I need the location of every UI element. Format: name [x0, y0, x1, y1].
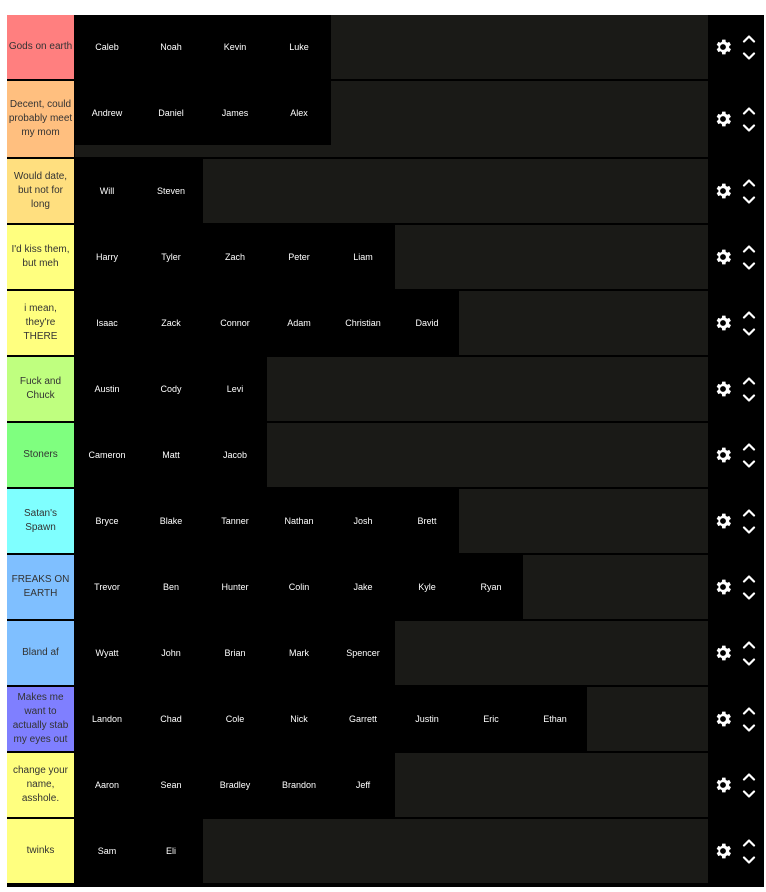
- tier-row: [7, 291, 764, 355]
- tier-settings-button[interactable]: [712, 642, 734, 664]
- tier-item[interactable]: Garrett: [331, 687, 395, 751]
- chevron-up-icon: [742, 376, 756, 385]
- tier-item[interactable]: Kevin: [203, 15, 267, 79]
- tier-item[interactable]: Bryce: [75, 489, 139, 553]
- tier-items-dropzone[interactable]: [75, 81, 708, 157]
- move-tier-up-button[interactable]: [741, 506, 757, 518]
- chevron-up-icon: [742, 574, 756, 583]
- chevron-up-icon: [742, 34, 756, 43]
- move-tier-down-button[interactable]: [741, 788, 757, 800]
- tier-items-dropzone[interactable]: [75, 489, 708, 553]
- tier-items-dropzone[interactable]: [75, 423, 708, 487]
- tier-item[interactable]: James: [203, 81, 267, 145]
- tier-move-controls: [741, 308, 757, 338]
- chevron-down-icon: [742, 394, 756, 403]
- gear-icon: [713, 841, 733, 861]
- chevron-up-icon: [742, 772, 756, 781]
- tier-settings-button[interactable]: [712, 840, 734, 862]
- tier-settings-button[interactable]: [712, 774, 734, 796]
- move-tier-down-button[interactable]: [741, 326, 757, 338]
- move-tier-down-button[interactable]: [741, 722, 757, 734]
- tier-item[interactable]: Tyler: [139, 225, 203, 289]
- tier-row: [7, 819, 764, 883]
- chevron-up-icon: [742, 310, 756, 319]
- tier-row: [7, 555, 764, 619]
- tier-row: [7, 81, 764, 157]
- move-tier-up-button[interactable]: [741, 374, 757, 386]
- move-tier-up-button[interactable]: [741, 308, 757, 320]
- tier-item[interactable]: Nathan: [267, 489, 331, 553]
- tier-label[interactable]: Stoners: [7, 423, 74, 487]
- move-tier-up-button[interactable]: [741, 242, 757, 254]
- chevron-down-icon: [742, 724, 756, 733]
- tier-row: [7, 489, 764, 553]
- tier-item[interactable]: Wyatt: [75, 621, 139, 685]
- tier-item[interactable]: Peter: [267, 225, 331, 289]
- tier-row: [7, 15, 764, 79]
- chevron-down-icon: [742, 658, 756, 667]
- chevron-up-icon: [742, 442, 756, 451]
- tier-item[interactable]: Will: [75, 159, 139, 223]
- chevron-down-icon: [742, 856, 756, 865]
- tier-controls: [708, 159, 764, 223]
- move-tier-down-button[interactable]: [741, 392, 757, 404]
- tier-item[interactable]: Connor: [203, 291, 267, 355]
- tier-item[interactable]: Hunter: [203, 555, 267, 619]
- tier-item[interactable]: Brandon: [267, 753, 331, 817]
- tier-item[interactable]: Ethan: [523, 687, 587, 751]
- tier-list: [7, 15, 764, 887]
- tier-controls: [708, 753, 764, 817]
- tier-item[interactable]: Matt: [139, 423, 203, 487]
- tier-settings-button[interactable]: [712, 36, 734, 58]
- tier-row: [7, 159, 764, 223]
- tier-label[interactable]: FREAKS ON EARTH: [7, 555, 74, 619]
- tier-controls: [708, 423, 764, 487]
- tier-settings-button[interactable]: [712, 180, 734, 202]
- tier-item[interactable]: Ryan: [459, 555, 523, 619]
- tier-row: [7, 621, 764, 685]
- chevron-down-icon: [742, 592, 756, 601]
- chevron-down-icon: [742, 526, 756, 535]
- tier-item[interactable]: Austin: [75, 357, 139, 421]
- chevron-up-icon: [742, 106, 756, 115]
- tier-item[interactable]: Chad: [139, 687, 203, 751]
- tier-settings-button[interactable]: [712, 708, 734, 730]
- tier-items-dropzone[interactable]: [75, 555, 708, 619]
- tier-item[interactable]: Jake: [331, 555, 395, 619]
- tier-controls: [708, 81, 764, 157]
- gear-icon: [713, 247, 733, 267]
- tier-move-controls: [741, 572, 757, 602]
- gear-icon: [713, 313, 733, 333]
- tier-item[interactable]: Brett: [395, 489, 459, 553]
- chevron-down-icon: [742, 196, 756, 205]
- gear-icon: [713, 109, 733, 129]
- tier-settings-button[interactable]: [712, 444, 734, 466]
- move-tier-up-button[interactable]: [741, 836, 757, 848]
- tier-controls: [708, 687, 764, 751]
- chevron-down-icon: [742, 460, 756, 469]
- tier-item[interactable]: Spencer: [331, 621, 395, 685]
- tier-move-controls: [741, 638, 757, 668]
- tier-move-controls: [741, 104, 757, 134]
- tier-items-dropzone[interactable]: [75, 225, 708, 289]
- move-tier-up-button[interactable]: [741, 104, 757, 116]
- chevron-up-icon: [742, 640, 756, 649]
- tier-item[interactable]: Bradley: [203, 753, 267, 817]
- tier-items-dropzone[interactable]: [75, 159, 708, 223]
- tier-items-dropzone[interactable]: [75, 291, 708, 355]
- tier-items-dropzone[interactable]: [75, 819, 708, 883]
- tier-item[interactable]: Jeff: [331, 753, 395, 817]
- tier-label[interactable]: Satan's Spawn: [7, 489, 74, 553]
- tier-row: [7, 753, 764, 817]
- tier-label[interactable]: I'd kiss them, but meh: [7, 225, 74, 289]
- tier-controls: [708, 621, 764, 685]
- tier-item[interactable]: Cole: [203, 687, 267, 751]
- gear-icon: [713, 445, 733, 465]
- tier-label[interactable]: change your name, asshole.: [7, 753, 74, 817]
- tier-items-dropzone[interactable]: [75, 15, 708, 79]
- tier-items-dropzone[interactable]: [75, 357, 708, 421]
- tier-item[interactable]: Adam: [267, 291, 331, 355]
- tier-item[interactable]: Christian: [331, 291, 395, 355]
- tier-item[interactable]: Levi: [203, 357, 267, 421]
- chevron-up-icon: [742, 706, 756, 715]
- tier-label[interactable]: Makes me want to actually stab my eyes out: [7, 687, 74, 751]
- tier-move-controls: [741, 242, 757, 272]
- tier-controls: [708, 291, 764, 355]
- move-tier-up-button[interactable]: [741, 572, 757, 584]
- tier-item[interactable]: David: [395, 291, 459, 355]
- tier-item[interactable]: Brian: [203, 621, 267, 685]
- tier-items-dropzone[interactable]: [75, 753, 708, 817]
- tier-controls: [708, 225, 764, 289]
- tier-item[interactable]: Noah: [139, 15, 203, 79]
- tier-controls: [708, 15, 764, 79]
- tier-move-controls: [741, 176, 757, 206]
- tier-move-controls: [741, 836, 757, 866]
- move-tier-down-button[interactable]: [741, 260, 757, 272]
- gear-icon: [713, 577, 733, 597]
- tier-item[interactable]: Eli: [139, 819, 203, 883]
- tier-item[interactable]: Trevor: [75, 555, 139, 619]
- tier-item[interactable]: Caleb: [75, 15, 139, 79]
- tier-item[interactable]: Jacob: [203, 423, 267, 487]
- tier-move-controls: [741, 704, 757, 734]
- tier-move-controls: [741, 374, 757, 404]
- tier-label[interactable]: i mean, they're THERE: [7, 291, 74, 355]
- tier-item[interactable]: Andrew: [75, 81, 139, 145]
- gear-icon: [713, 37, 733, 57]
- tier-label[interactable]: Decent, could probably meet my mom: [7, 81, 74, 157]
- move-tier-down-button[interactable]: [741, 50, 757, 62]
- tier-item[interactable]: Ben: [139, 555, 203, 619]
- tier-item[interactable]: Zack: [139, 291, 203, 355]
- tier-item[interactable]: Colin: [267, 555, 331, 619]
- move-tier-down-button[interactable]: [741, 590, 757, 602]
- tier-item[interactable]: Cody: [139, 357, 203, 421]
- move-tier-up-button[interactable]: [741, 440, 757, 452]
- tier-controls: [708, 555, 764, 619]
- chevron-down-icon: [742, 262, 756, 271]
- tier-move-controls: [741, 32, 757, 62]
- chevron-up-icon: [742, 178, 756, 187]
- chevron-down-icon: [742, 790, 756, 799]
- tier-settings-button[interactable]: [712, 510, 734, 532]
- tier-controls: [708, 819, 764, 883]
- tier-items-dropzone[interactable]: [75, 621, 708, 685]
- tier-item[interactable]: Zach: [203, 225, 267, 289]
- tier-controls: [708, 489, 764, 553]
- move-tier-up-button[interactable]: [741, 770, 757, 782]
- move-tier-down-button[interactable]: [741, 194, 757, 206]
- tier-item[interactable]: Daniel: [139, 81, 203, 145]
- tier-move-controls: [741, 440, 757, 470]
- chevron-down-icon: [742, 328, 756, 337]
- tier-item[interactable]: Mark: [267, 621, 331, 685]
- tier-row: [7, 687, 764, 751]
- tier-item[interactable]: Alex: [267, 81, 331, 145]
- move-tier-up-button[interactable]: [741, 638, 757, 650]
- gear-icon: [713, 511, 733, 531]
- tier-item[interactable]: Aaron: [75, 753, 139, 817]
- move-tier-down-button[interactable]: [741, 458, 757, 470]
- tier-controls: [708, 357, 764, 421]
- chevron-up-icon: [742, 838, 756, 847]
- tier-item[interactable]: Steven: [139, 159, 203, 223]
- gear-icon: [713, 775, 733, 795]
- tier-settings-button[interactable]: [712, 312, 734, 334]
- chevron-down-icon: [742, 52, 756, 61]
- tier-label[interactable]: twinks: [7, 819, 74, 883]
- tier-item[interactable]: Sean: [139, 753, 203, 817]
- tier-label[interactable]: Gods on earth: [7, 15, 74, 79]
- tier-item[interactable]: Josh: [331, 489, 395, 553]
- tier-settings-button[interactable]: [712, 108, 734, 130]
- tier-item[interactable]: Cameron: [75, 423, 139, 487]
- move-tier-down-button[interactable]: [741, 854, 757, 866]
- tier-item[interactable]: Landon: [75, 687, 139, 751]
- gear-icon: [713, 643, 733, 663]
- tier-label[interactable]: Fuck and Chuck: [7, 357, 74, 421]
- move-tier-up-button[interactable]: [741, 176, 757, 188]
- tier-item[interactable]: Sam: [75, 819, 139, 883]
- gear-icon: [713, 379, 733, 399]
- tier-item[interactable]: Kyle: [395, 555, 459, 619]
- gear-icon: [713, 181, 733, 201]
- tier-item[interactable]: Blake: [139, 489, 203, 553]
- tier-items-dropzone[interactable]: [75, 687, 708, 751]
- tier-item[interactable]: Justin: [395, 687, 459, 751]
- tier-move-controls: [741, 506, 757, 536]
- tier-item[interactable]: Isaac: [75, 291, 139, 355]
- tier-item[interactable]: Eric: [459, 687, 523, 751]
- tier-label[interactable]: Bland af: [7, 621, 74, 685]
- tier-item[interactable]: Tanner: [203, 489, 267, 553]
- tier-move-controls: [741, 770, 757, 800]
- tier-item[interactable]: Luke: [267, 15, 331, 79]
- chevron-up-icon: [742, 244, 756, 253]
- tier-row: [7, 357, 764, 421]
- move-tier-up-button[interactable]: [741, 32, 757, 44]
- move-tier-up-button[interactable]: [741, 704, 757, 716]
- tier-item[interactable]: Harry: [75, 225, 139, 289]
- tier-row: [7, 423, 764, 487]
- tier-item[interactable]: Nick: [267, 687, 331, 751]
- move-tier-down-button[interactable]: [741, 122, 757, 134]
- chevron-up-icon: [742, 508, 756, 517]
- tier-settings-button[interactable]: [712, 378, 734, 400]
- gear-icon: [713, 709, 733, 729]
- tier-settings-button[interactable]: [712, 246, 734, 268]
- tier-row: [7, 225, 764, 289]
- tier-item[interactable]: John: [139, 621, 203, 685]
- move-tier-down-button[interactable]: [741, 524, 757, 536]
- tier-settings-button[interactable]: [712, 576, 734, 598]
- move-tier-down-button[interactable]: [741, 656, 757, 668]
- tier-item[interactable]: Liam: [331, 225, 395, 289]
- tier-label[interactable]: Would date, but not for long: [7, 159, 74, 223]
- chevron-down-icon: [742, 124, 756, 133]
